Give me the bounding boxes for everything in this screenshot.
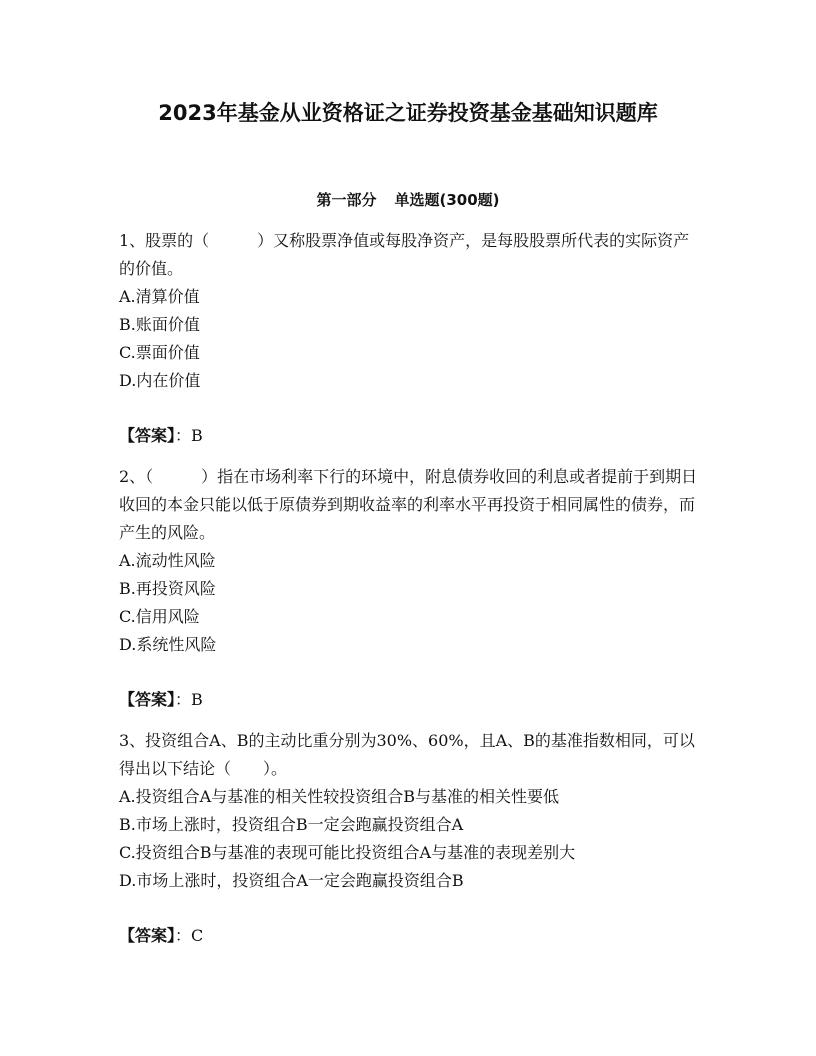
question-stem: 3、投资组合A、B的主动比重分别为30%、60%，且A、B的基准指数相同，可以得出以下结论（ ）。 (119, 731, 695, 778)
answer-value: B (191, 690, 203, 709)
question-3 (119, 727, 699, 895)
option-a: A.投资组合A与基准的相关性较投资组合B与基准的相关性要低 (119, 787, 559, 806)
section-part-label: 第一部分 (316, 191, 377, 209)
option-a: A.流动性风险 (119, 551, 216, 570)
option-c: C.投资组合B与基准的表现可能比投资组合A与基准的表现差别大 (119, 843, 576, 862)
option-list (119, 283, 699, 395)
option-a: A.清算价值 (119, 287, 200, 306)
question-stem: 1、股票的（ ）又称股票净值或每股净资产，是每股股票所代表的实际资产的价值。 (119, 231, 690, 278)
answer-value: B (191, 426, 203, 445)
document-title: 2023年基金从业资格证之证券投资基金基础知识题库 (158, 101, 658, 125)
option-b: B.市场上涨时，投资组合B一定会跑赢投资组合A (119, 815, 464, 834)
answer-1 (119, 422, 203, 450)
answer-label: 【答案】 (119, 690, 176, 709)
question-1 (119, 227, 699, 395)
option-b: B.账面价值 (119, 315, 200, 334)
question-stem: 2、（ ）指在市场利率下行的环境中，附息债券收回的利息或者提前于到期日收回的本金只能以低于原债券到期收益率的利率水平再投资于相同属性的债券，而产生的风险。 (119, 467, 698, 542)
option-d: D.内在价值 (119, 371, 201, 390)
answer-separator: ： (175, 926, 192, 945)
section-name-label: 单选题(300题) (394, 191, 500, 209)
section-heading (0, 188, 816, 212)
option-d: D.系统性风险 (119, 635, 217, 654)
option-d: D.市场上涨时，投资组合A一定会跑赢投资组合B (119, 871, 464, 890)
answer-2 (119, 686, 203, 714)
answer-value: C (191, 926, 204, 945)
option-list (119, 783, 699, 895)
answer-label: 【答案】 (119, 926, 176, 945)
question-2 (119, 463, 699, 659)
answer-label: 【答案】 (119, 426, 176, 445)
option-c: C.信用风险 (119, 607, 200, 626)
answer-separator: ： (175, 426, 192, 445)
answer-3 (119, 922, 203, 950)
option-b: B.再投资风险 (119, 579, 216, 598)
option-list (119, 547, 699, 659)
answer-separator: ： (175, 690, 192, 709)
option-c: C.票面价值 (119, 343, 200, 362)
